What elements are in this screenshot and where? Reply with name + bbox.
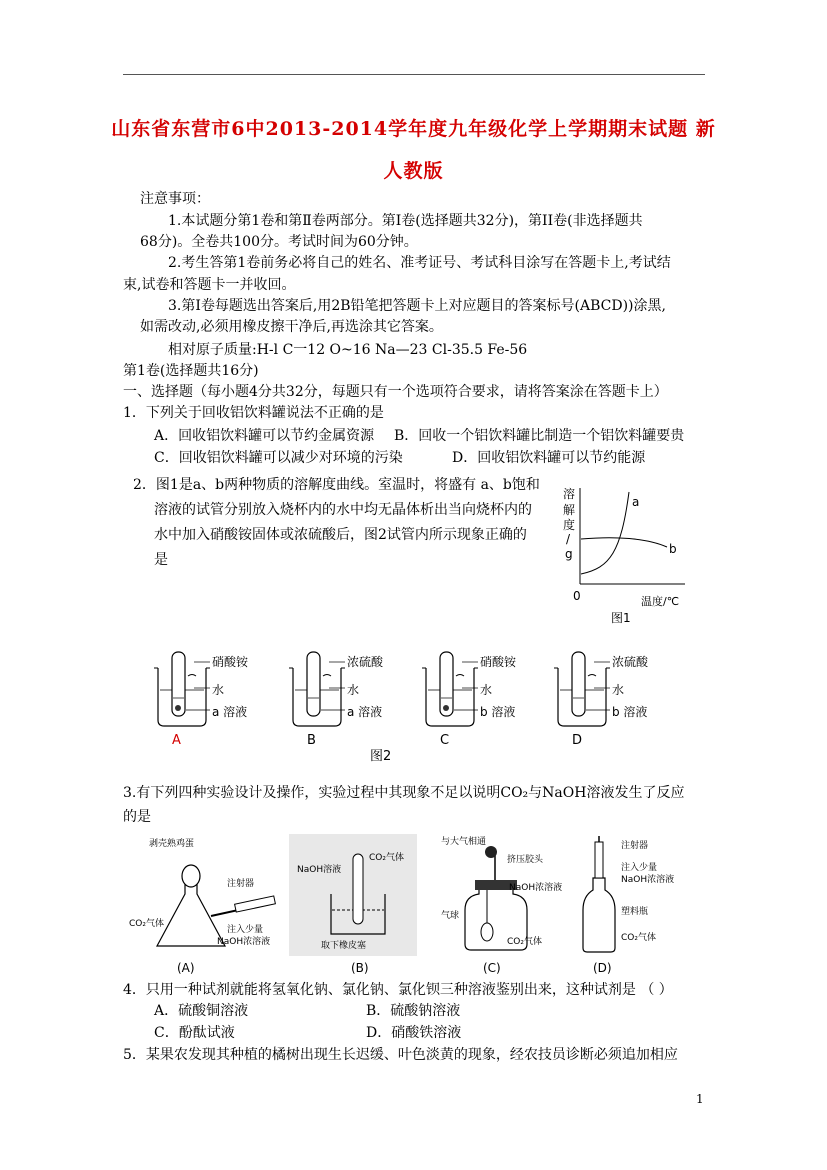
graph-origin: 0: [573, 589, 581, 603]
curve-b: [581, 538, 667, 547]
q1-option-d: D．回收铝饮料罐可以节约能源: [452, 450, 646, 466]
q4-option-d: D．硝酸铁溶液: [366, 1025, 462, 1041]
q1-option-c: C．回收铝饮料罐可以减少对环境的污染: [154, 450, 403, 466]
beaker-b-water: 水: [347, 683, 360, 697]
note-1b: 68分)。全卷共100分。考试时间为60分钟。: [140, 234, 418, 250]
a-gas-label: CO₂气体: [129, 919, 164, 929]
a-inject-label: 注入少量: [227, 925, 264, 935]
beaker-c-solution: b 溶液: [480, 705, 516, 719]
c-balloon-label: 气球: [441, 911, 460, 921]
figure-1-caption: 图1: [611, 611, 631, 625]
c-naoh-label: NaOH浓溶液: [509, 883, 563, 893]
beaker-b-solution: a 溶液: [347, 705, 383, 719]
q2-line-2: 溶液的试管分别放入烧杯内的水中均无晶体析出当向烧杯内的: [154, 502, 532, 518]
notes-heading: 注意事项：: [140, 191, 210, 207]
q1-option-b: B．回收一个铝饮料罐比制造一个铝饮料罐要贵: [394, 428, 685, 444]
a-egg-label: 剥壳熟鸡蛋: [149, 839, 195, 849]
apparatus-d: [583, 836, 674, 975]
q4-option-b: B．硫酸钠溶液: [366, 1003, 461, 1019]
d-letter: (D): [593, 961, 612, 975]
section-heading: 一、选择题（每小题4分共32分，每题只有一个选项符合要求，请将答案涂在答题卡上）: [123, 384, 668, 400]
apparatus-b: [289, 834, 417, 975]
q2-line-1: 2．图1是a、b两种物质的溶解度曲线。室温时，将盛有 a、b饱和: [133, 477, 540, 493]
curve-b-label: b: [669, 542, 677, 556]
beaker-d-letter: D: [572, 733, 583, 748]
q1-option-a: A．回收铝饮料罐可以节约金属资源: [154, 428, 375, 444]
b-gas-label: CO₂气体: [369, 853, 404, 863]
solubility-graph: [555, 482, 695, 632]
curve-a: [581, 492, 629, 574]
d-inject-label: 注入少量: [621, 863, 658, 873]
apparatus-c: [441, 835, 562, 975]
note-2a: 2.考生答第1卷前务必将自己的姓名、准考证号、考试科目涂写在答题卡上,考试结: [168, 255, 671, 271]
ylabel-char-2: 解: [563, 503, 576, 517]
beaker-c-reagent: 硝酸铵: [480, 655, 517, 669]
note-3a: 3.第Ⅰ卷每题选出答案后,用2B铅笔把答题卡上对应题目的答案标号(ABCD))涂黑,: [168, 298, 666, 314]
figure-2-caption: 图2: [370, 749, 392, 764]
ylabel-char-4: /: [566, 532, 571, 546]
page-title: 山东省东营市6中2013-2014学年度九年级化学上学期期末试题 新: [111, 118, 716, 140]
q2-line-3: 水中加入硝酸铵固体或浓硫酸后，图2试管内所示现象正确的: [154, 527, 527, 543]
a-syringe-label: 注射器: [227, 879, 255, 889]
beaker-d-reagent: 浓硫酸: [612, 655, 649, 669]
beaker-c: [422, 652, 517, 748]
a-naoh-label: NaOH浓溶液: [217, 937, 271, 947]
beaker-a-letter: A: [172, 733, 181, 748]
beaker-a: [154, 652, 249, 748]
figure-2: [148, 648, 668, 766]
b-naoh-label: NaOH溶液: [297, 865, 342, 875]
curve-a-label: a: [632, 495, 640, 509]
note-1a: 1.本试题分第1卷和第Ⅱ卷两部分。第Ⅰ卷(选择题共32分)，第ⅠⅠ卷(非选择题共: [168, 213, 643, 229]
c-letter: (C): [483, 961, 501, 975]
q1-stem: 1．下列关于回收铝饮料罐说法不正确的是: [123, 405, 384, 421]
c-atm-label: 与大气相通: [441, 837, 487, 847]
graph-ylabel: [563, 486, 575, 561]
page-title-line2: 人教版: [383, 160, 444, 182]
d-syringe-label: 注射器: [621, 841, 649, 851]
beaker-a-reagent: 硝酸铵: [212, 655, 249, 669]
q2-line-4: 是: [154, 552, 168, 568]
c-gas-label: CO₂气体: [507, 937, 542, 947]
note-3b: 如需改动,必须用橡皮擦干净后,再选涂其它答案。: [140, 319, 443, 335]
c-dropper-label: 挤压胶头: [507, 855, 544, 865]
d-bottle-label: 塑料瓶: [621, 907, 649, 917]
beaker-c-letter: C: [440, 733, 450, 748]
q5-stem: 5．某果农发现其种植的橘树出现生长迟缓、叶色淡黄的现象，经农技员诊断必须追加相应: [123, 1047, 678, 1063]
beaker-c-water: 水: [480, 683, 493, 697]
q3-line-2: 的是: [123, 809, 151, 825]
atomic-masses: 相对原子质量:H-l C一12 O~16 Na—23 Cl-35.5 Fe-56: [168, 342, 528, 358]
q4-option-c: C．酚酞试液: [154, 1025, 235, 1041]
beaker-d: [554, 652, 649, 748]
beaker-d-water: 水: [612, 683, 625, 697]
q4-option-a: A．硫酸铜溶液: [154, 1003, 249, 1019]
note-2b: 束,试卷和答题卡一并收回。: [123, 277, 296, 293]
d-naoh-label: NaOH浓溶液: [621, 875, 675, 885]
ylabel-char-3: 度: [563, 518, 576, 532]
beaker-d-solution: b 溶液: [612, 705, 648, 719]
ylabel-char-1: 溶: [563, 487, 576, 501]
beaker-b: [289, 652, 384, 748]
beaker-a-solution: a 溶液: [212, 705, 248, 719]
q3-line-1: 3.有下列四种实验设计及操作，实验过程中其现象不足以说明CO₂与NaOH溶液发生了反应: [123, 785, 685, 801]
beaker-a-water: 水: [212, 683, 225, 697]
figure-3: [125, 834, 705, 982]
ylabel-char-5: g: [565, 547, 573, 561]
b-plug-label: 取下橡皮塞: [321, 941, 367, 951]
part-1-heading: 第1卷(选择题共16分): [123, 363, 259, 379]
b-letter: (B): [351, 961, 369, 975]
header-rule: [123, 74, 705, 75]
d-gas-label: CO₂气体: [621, 933, 656, 943]
page-number: 1: [696, 1092, 704, 1106]
q4-stem: 4．只用一种试剂就能将氢氧化钠、氯化钠、氯化钡三种溶液鉴别出来，这种试剂是 （ ）: [123, 982, 673, 998]
beaker-b-reagent: 浓硫酸: [347, 655, 384, 669]
a-letter: (A): [177, 961, 195, 975]
graph-xlabel: 温度/℃: [641, 595, 680, 608]
beaker-b-letter: B: [307, 733, 316, 748]
apparatus-a: [129, 837, 275, 975]
